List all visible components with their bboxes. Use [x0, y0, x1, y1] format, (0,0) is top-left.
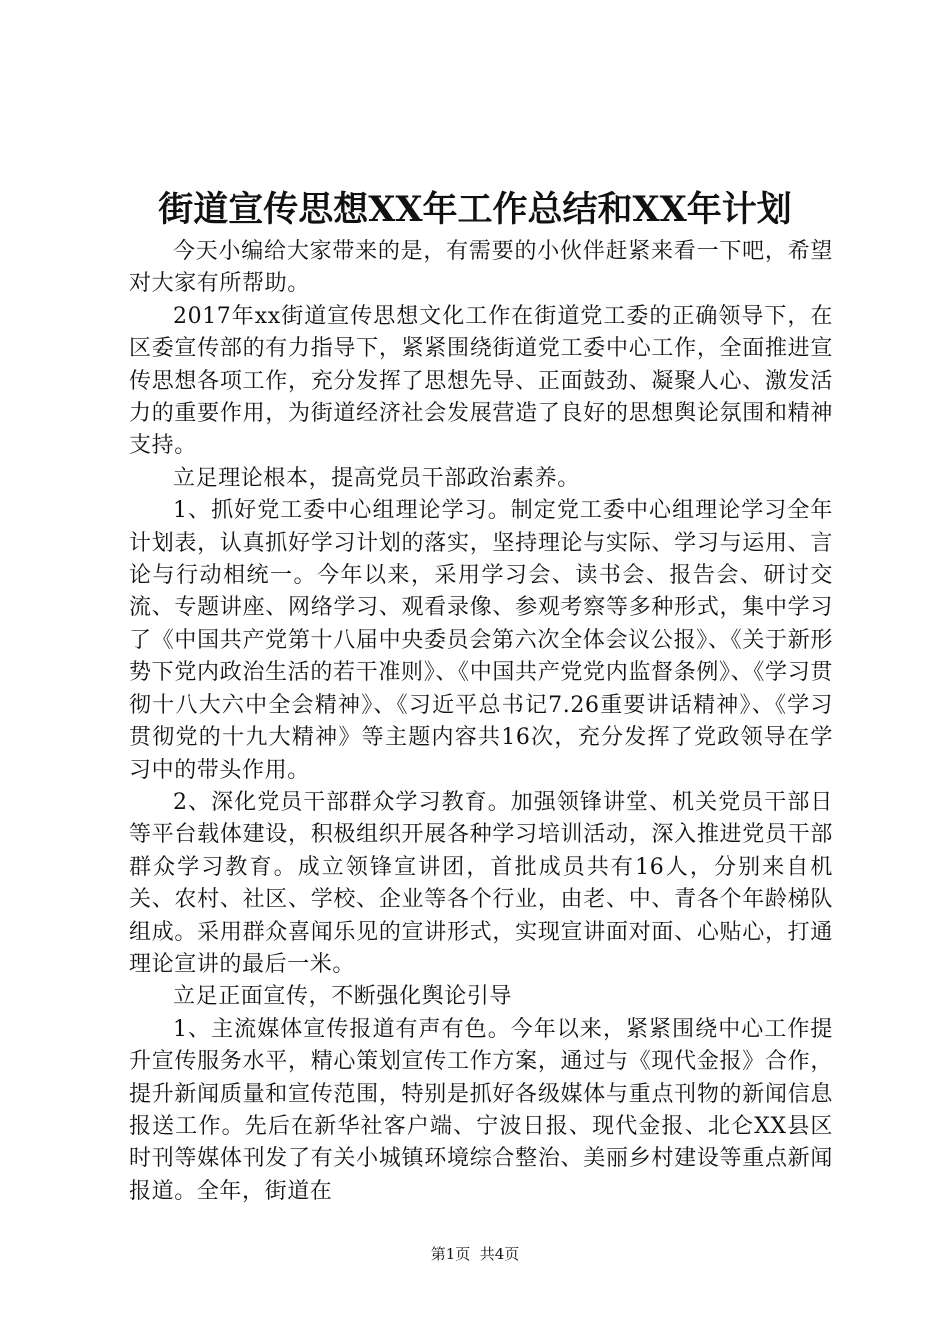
paragraph-overview: 2017年xx街道宣传思想文化工作在街道党工委的正确领导下，在区委宣传部的有力指导下，紧紧围绕街道党工委中心工作，全面推进宣传思想各项工作，充分发挥了思想先导、正面鼓劲、凝聚人心、激发活力的重要作用，为街道经济社会发展营造了良好的思想舆论氛围和精神支持。	[129, 303, 833, 459]
section-heading-publicity: 立足正面宣传，不断强化舆论引导	[173, 984, 513, 1010]
paragraph-intro: 今天小编给大家带来的是，有需要的小伙伴赶紧来看一下吧，希望对大家有所帮助。	[129, 239, 833, 297]
section-heading-theory: 立足理论根本，提高党员干部政治素养。	[173, 465, 580, 491]
document-title: 街道宣传思想XX年工作总结和XX年计划	[158, 189, 792, 230]
paragraph-theory-study: 1、抓好党工委中心组理论学习。制定党工委中心组理论学习全年计划表，认真抓好学习计划的落实，坚持理论与实际、学习与运用、言论与行动相统一。今年以来，采用学习会、读书会、报告会、研讨交流、专题讲座、网络学习、观看录像、参观考察等多种形式，集中学习了《中国共产党第十八届中央委员会第六次全体会议公报》、《关于新形势下党内政治生活的若干准则》、《中国共产党党内监督条例》、《学习贯彻十八大六中全会精神》、《习近平总书记7.26重要讲话精神》、《学习贯彻党的十九大精神》等主题内容共16次，充分发挥了党政领导在学习中的带头作用。	[129, 498, 833, 783]
paragraph-education: 2、深化党员干部群众学习教育。加强领锋讲堂、机关党员干部日等平台载体建设，积极组织开展各种学习培训活动，深入推进党员干部群众学习教育。成立领锋宣讲团，首批成员共有16人，分别来自机关、农村、社区、学校、企业等各个行业，由老、中、青各个年龄梯队组成。采用群众喜闻乐见的宣讲形式，实现宣讲面对面、心贴心，打通理论宣讲的最后一米。	[129, 789, 833, 977]
document-body	[129, 236, 833, 1208]
page-footer: 第1页 共4页	[430, 1245, 520, 1263]
paragraph-media: 1、主流媒体宣传报道有声有色。今年以来，紧紧围绕中心工作提升宣传服务水平，精心策划宣传工作方案，通过与《现代金报》合作，提升新闻质量和宣传范围，特别是抓好各级媒体与重点刊物的新闻信息报送工作。先后在新华社客户端、宁波日报、现代金报、北仑XX县区时刊等媒体刊发了有关小城镇环境综合整治、美丽乡村建设等重点新闻报道。全年，街道在	[129, 1016, 833, 1204]
